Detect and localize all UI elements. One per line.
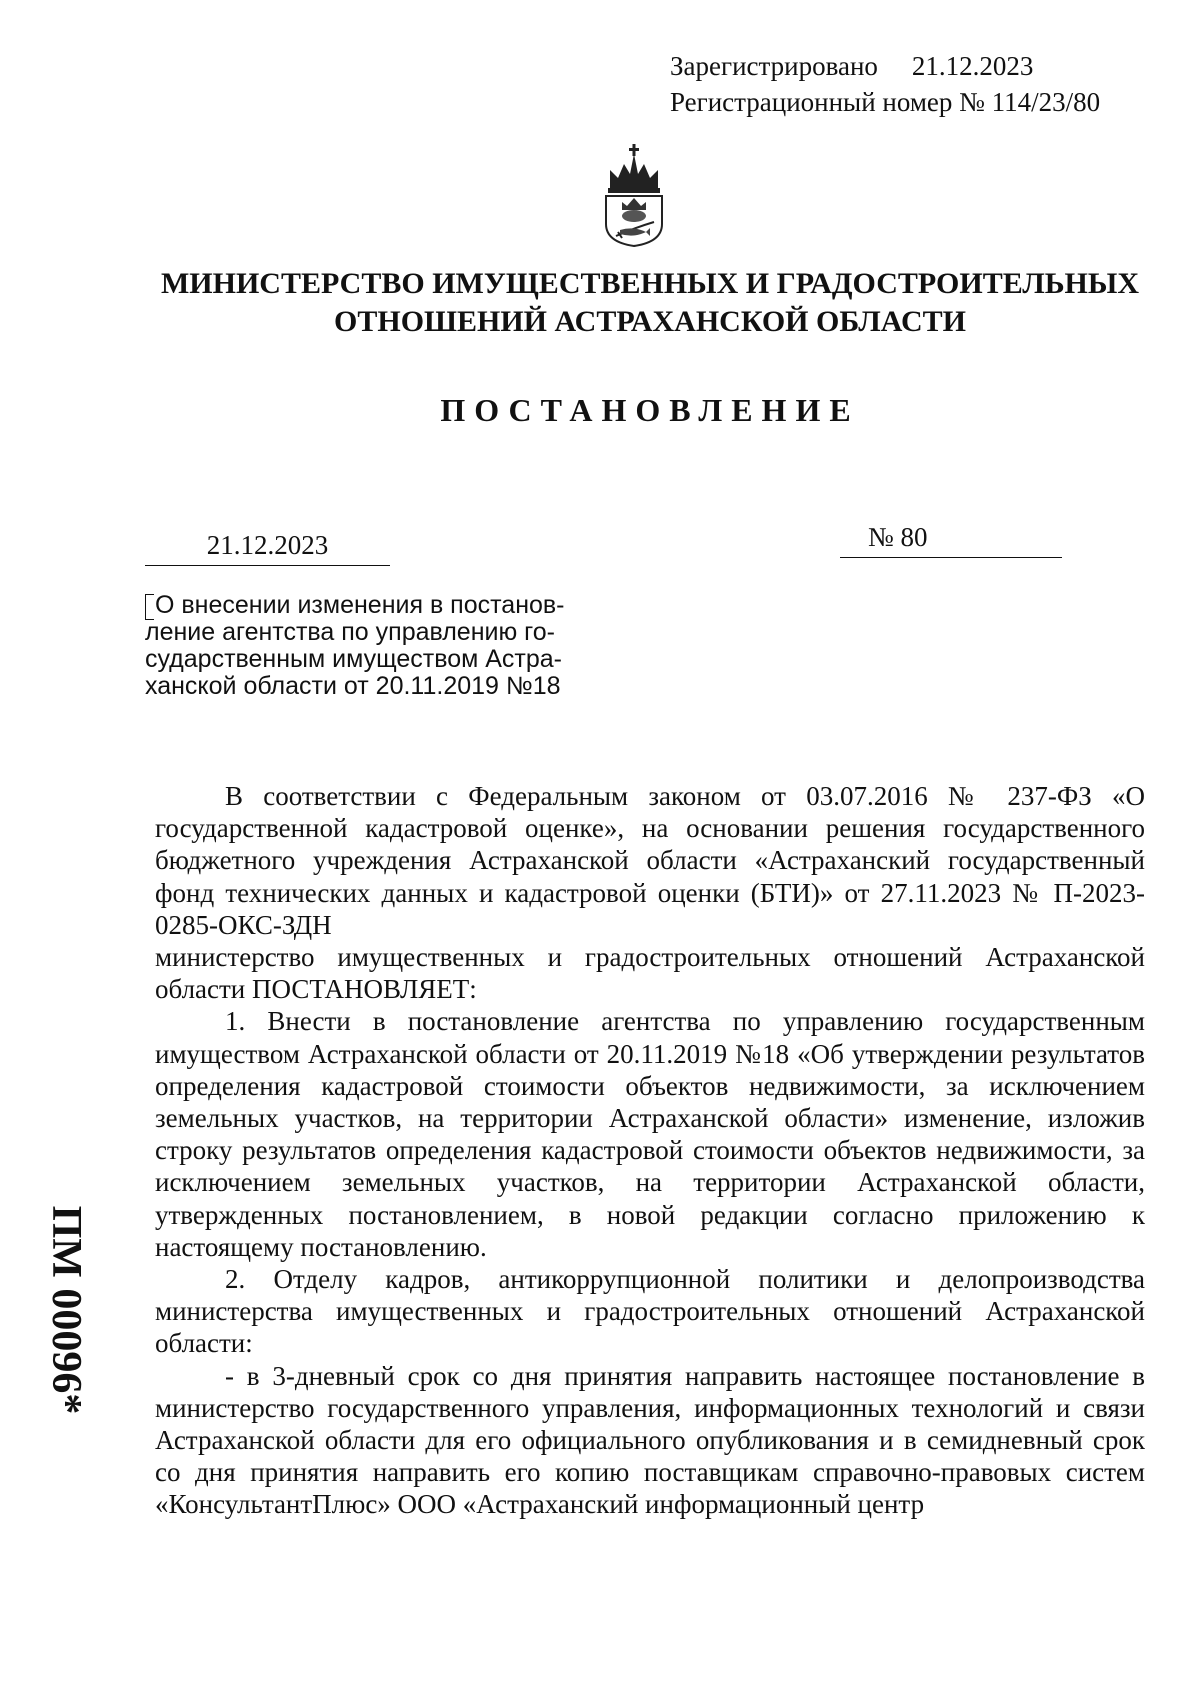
subject-line: сударственным имуществом Астра- [145,645,563,673]
decree-date: 21.12.2023 [145,528,390,566]
ministry-name: МИНИСТЕРСТВО ИМУЩЕСТВЕННЫХ И ГРАДОСТРОИТЕЛЬНЫХ ОТНОШЕНИЙ АСТРАХАНСКОЙ ОБЛАСТИ [160,267,1139,338]
registration-number: Регистрационный номер № 114/23/80 [670,87,1101,117]
document-type: ПОСТАНОВЛЕНИЕ [440,392,860,428]
astrakhan-coat-of-arms-icon [594,140,674,250]
preamble-paragraph: В соответствии с Федеральным законом от 03.07.2016 № 237-ФЗ «О государственной кадастровой оценке», на основании решения государственного бюджетного учреждения Астраханской области «Астраханский государственный фонд технических данных и кадастровой оценки (БТИ)» от 27.11.2023 № П-2023-0285-ОКС-ЗДН [155,781,1145,940]
decree-number: № 80 [840,520,1062,558]
item-1-paragraph: 1. Внести в постановление агентства по управлению государственным имуществом Астраханской области от 20.11.2019 №18 «Об утверждении результатов определения кадастровой стоимости объектов недвижимости, за исключением земельных участков, на территории Астраханской области» изменение, изложив строку результатов определения кадастровой стоимости объектов недвижимости, за исключением земельных участков, на территории Астраханской области, утвержденных постановлением, в новой редакции согласно приложению к настоящему постановлению. [155,1006,1145,1262]
subject-line: О внесении изменения в постанов- [155,591,565,619]
decree-subject [145,592,605,700]
subject-bracket [145,594,154,620]
document-body [155,780,1145,1521]
subject-line: ханской области от 20.11.2019 №18 [145,672,561,700]
registration-block [670,48,1100,120]
registration-date: 21.12.2023 [911,51,1034,81]
subject-line: ление агентства по управлению го- [145,618,555,646]
registration-label: Зарегистрировано [670,51,878,81]
item-2-paragraph: 2. Отделу кадров, антикоррупционной политики и делопроизводства министерства имущественных и градостроительных отношений Астраханской области: [155,1264,1145,1359]
item-2-sub-paragraph: - в 3-дневный срок со дня принятия направить настоящее постановление в министерство государственного управления, информационных технологий и связи Астраханской области для его официального опубликования и в семидневный срок со дня принятия направить его копию поставщикам справочно-правовых систем «КонсультантПлюс» ООО «Астраханский информационный центр [155,1360,1145,1520]
resolves-paragraph: министерство имущественных и градостроительных отношений Астраханской области ПОСТАНОВЛЯЕТ: [155,942,1145,1005]
side-stamp: ПМ 00096* [43,1205,89,1415]
